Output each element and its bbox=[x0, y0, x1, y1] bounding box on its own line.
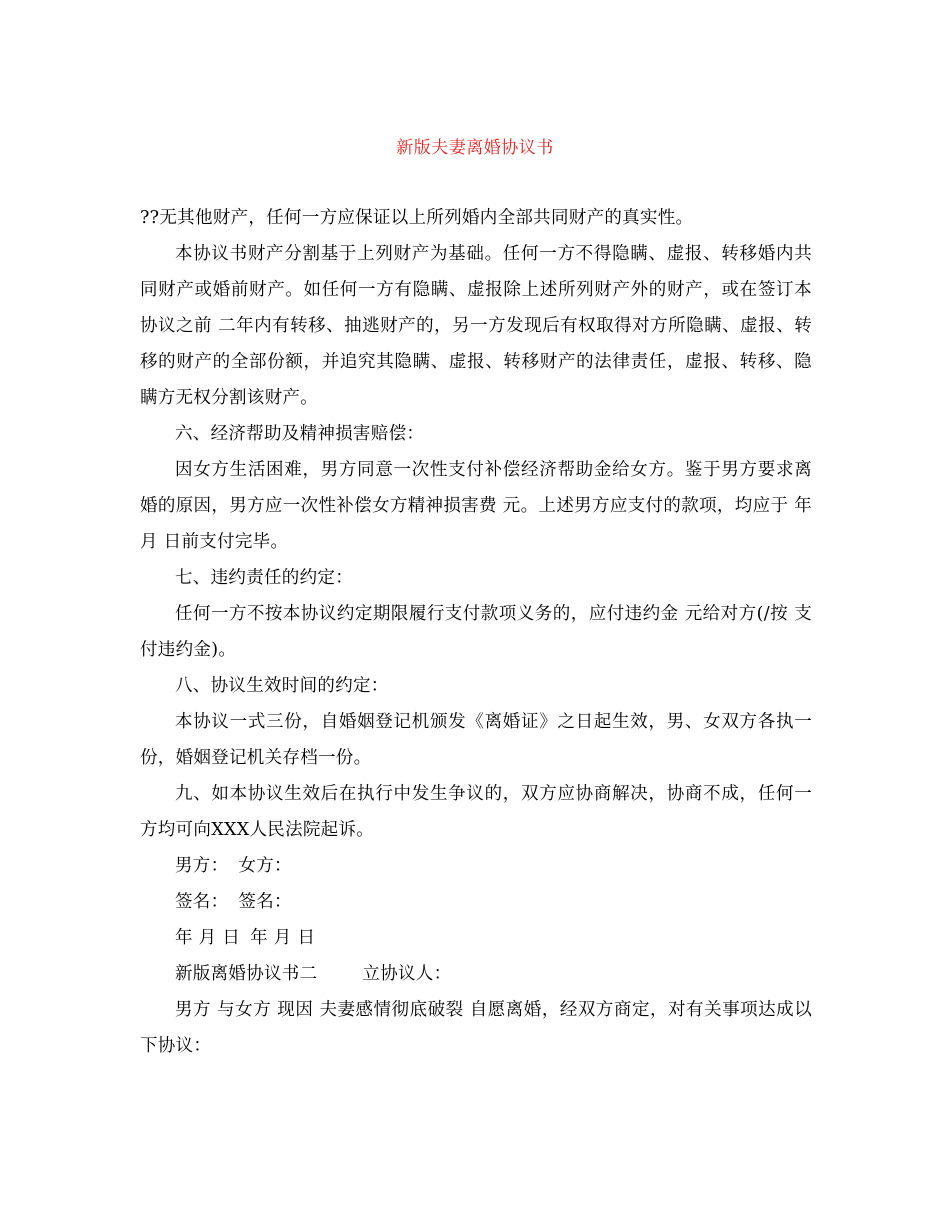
male-date-label: 年 月 日 bbox=[175, 928, 241, 948]
document-body bbox=[140, 200, 812, 1064]
female-sign-label: 签名： bbox=[238, 892, 292, 912]
male-sign-label: 签名： bbox=[175, 892, 229, 912]
document-title: 新版夫妻离婚协议书 bbox=[396, 138, 554, 158]
signature-sign-line bbox=[140, 884, 812, 920]
paragraph-property-division: 本协议书财产分割基于上列财产为基础。任何一方不得隐瞒、虚报、转移婚内共同财产或婚前财产。如任何一方有隐瞒、虚报除上述所列财产外的财产，或在签订本协议之前 二年内有转移、抽逃财产的，另一方发现后有权取得对方所隐瞒、虚报、转移的财产的全部份额，并追究其隐瞒、虚报、转移财产的法律责任，虚报、转移、隐瞒方无权分割该财产。 bbox=[140, 244, 812, 408]
female-party-label: 女方： bbox=[238, 856, 292, 876]
second-agreement-heading: 新版离婚协议书二 bbox=[175, 964, 318, 984]
female-date-label: 年 月 日 bbox=[250, 928, 316, 948]
section-heading-economic-help: 六、经济帮助及精神损害赔偿： bbox=[175, 424, 425, 444]
paragraph-dispute: 九、如本协议生效后在执行中发生争议的，双方应协商解决，协商不成，任何一方均可向XXX人民法院起诉。 bbox=[140, 784, 812, 840]
section-heading-effective-time: 八、协议生效时间的约定： bbox=[175, 676, 389, 696]
paragraph-economic-help: 因女方生活困难，男方同意一次性支付补偿经济帮助金给女方。鉴于男方要求离婚的原因，男方应一次性补偿女方精神损害费 元。上述男方应支付的款项，均应于 年 月 日前支付完毕。 bbox=[140, 460, 812, 552]
male-party-label: 男方： bbox=[175, 856, 229, 876]
signature-parties-line bbox=[140, 848, 812, 884]
paragraph-effective-time: 本协议一式三份，自婚姻登记机颁发《离婚证》之日起生效，男、女双方各执一份，婚姻登记机关存档一份。 bbox=[140, 712, 812, 768]
section-heading-breach: 七、违约责任的约定： bbox=[175, 568, 353, 588]
paragraph-second-agreement-intro: 男方 与女方 现因 夫妻感情彻底破裂 自愿离婚，经双方商定，对有关事项达成以下协议： bbox=[140, 1000, 812, 1056]
second-agreement-heading-line bbox=[140, 956, 812, 992]
agreement-party-label: 立协议人： bbox=[362, 964, 452, 984]
paragraph-property-truth: ??无其他财产，任何一方应保证以上所列婚内全部共同财产的真实性。 bbox=[140, 208, 694, 228]
signature-date-line bbox=[140, 920, 812, 956]
paragraph-breach: 任何一方不按本协议约定期限履行支付款项义务的，应付违约金 元给对方(/按 支付违约金)。 bbox=[140, 604, 812, 660]
